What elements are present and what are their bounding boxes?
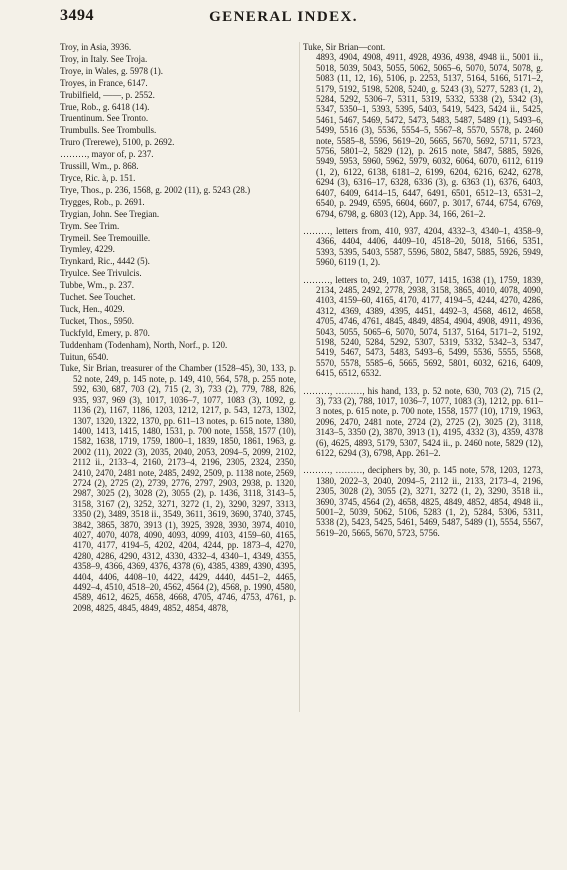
index-entry: Truentinum. See Tronto.: [60, 113, 149, 124]
index-entry: Tuddenham (Todenham), North, Norf., p. 120.: [60, 339, 228, 350]
index-entry: Trynkard, Ric., 4442 (5).: [60, 256, 150, 267]
index-subentry-his-hand: ………, ………, his hand, 133, p. 52 note, 630, 703 (2), 715 (2, 3), 733 (2), 788, 1017, 1036–7, 1077, 1083 (3), 1212, pp. 611–3 notes, p. 615 note, p. 700 note, 1558, 1577 (10), 1719, 1963, 2096, 2470, 2481 note, 2724 (2), 2725 (2), 3025 (2), 3118, 3143–5, 3350 (2), 3870, 3913 (1), 4195, 4332 (3), 4359, 4378 (6), 4625, 4893, 5179, 5307, 5424 ii., p. 2460 note, 5829 (12), 6122, 6294 (3), 6798, App. 261–2.: [303, 385, 543, 459]
index-entry: Tryce, Ric. à, p. 151.: [60, 172, 136, 183]
index-entry: Trye, Thos., p. 236, 1568, g. 2002 (11), g. 5243 (28.): [60, 184, 251, 195]
right-column: [303, 42, 543, 538]
index-subentry-letters-from: ………, letters from, 410, 937, 4204, 4332–3, 4340–1, 4358–9, 4366, 4404, 4406, 4409–10, 4518–20, 5018, 5166, 5351, 5393, 5395, 5403, 5587, 5596, 5802, 5847, 5885, 5926, 5949, 5960, 6119 (1, 2).: [303, 225, 543, 268]
index-entry: Truro (Trerewe), 5100, p. 2692.: [60, 137, 175, 148]
index-entry: Trymley, 4229.: [60, 244, 115, 255]
index-entry: Trussill, Wm., p. 868.: [60, 161, 139, 172]
index-entry: Tuck, Hen., 4029.: [60, 303, 125, 314]
index-entry: ………, mayor of, p. 237.: [60, 149, 154, 160]
index-entry: Tubbe, Wm., p. 237.: [60, 280, 135, 291]
index-entry-continuation: 4893, 4904, 4908, 4911, 4928, 4936, 4938, 4948 ii., 5001 ii., 5018, 5039, 5043, 5055, 5062, 5065–6, 5070, 5074, 5078, g. 5083 (11, 12, 16), 5106, p. 2253, 5137, 5164, 5166, 5171–2, 5179, 5192, 5198, 5208, 5240, g. 5243 (3), 5277, 5283 (1, 2), 5284, 5292, 5306–7, 5311, 5319, 5332, 5338 (2), 5342 (3), 5347, 5350–1, 5393, 5395, 5403, 5419, 5423, 5424 ii., 5425, 5461, 5467, 5469, 5472, 5473, 5483, 5487, 5489 (1), 5493–6, 5499, 5516 (3), 5536, 5554–5, 5567–8, 5570, 5578, p. 2460 note, 5585–8, 5596, 5619–20, 5665, 5670, 5692, 5711, 5723, 5756, 5801–2, 5829 (12), p. 2615 note, 5847, 5885, 5926, 5949, 5953, 5960, 5962, 5979, 6032, 6064, 6070, 6112, 6119 (1, 2), 6122, 6138, 6181–2, 6199, 6204, 6216, 6242, 6278, 6294 (3), 6316–17, 6328, 6336 (3), g. 6363 (1), 6376, 6403, 6407, 6409, 6414–15, 6447, 6491, 6501, 6512–13, 6531–2, 6540, p. 2949, 6595, 6604, 6607, p. 3017, 6744, 6754, 6769, 6794, 6798, g. 6803 (12), App. 34, 166, 261–2.: [316, 52, 543, 219]
index-entry: Trumbulls. See Trombulls.: [60, 125, 157, 136]
index-entry: Trygian, John. See Tregian.: [60, 208, 160, 219]
index-entry: Troy, in Italy. See Troja.: [60, 53, 148, 64]
index-entry: Troye, in Wales, g. 5978 (1).: [60, 65, 164, 76]
index-entry: Trymeil. See Tremouille.: [60, 232, 151, 243]
index-entry: Troyes, in France, 6147.: [60, 77, 148, 88]
left-column: [60, 42, 296, 615]
index-entry: True, Rob., g. 6418 (14).: [60, 101, 150, 112]
index-subentry-letters-to: ………, letters to, 249, 1037, 1077, 1415, 1638 (1), 1759, 1839, 2134, 2485, 2492, 2778, 2938, 3158, 3865, 4010, 4078, 4090, 4103, 4159–60, 4165, 4170, 4177, 4194–5, 4244, 4270, 4286, 4312, 4369, 4389, 4395, 4451, 4492–3, 4568, 4612, 4658, 4705, 4746, 4761, 4845, 4849, 4854, 4904, 4908, 4911, 4936, 5043, 5055, 5065–6, 5070, 5074, 5137, 5164, 5171–2, 5192, 5198, 5240, 5284, 5292, 5307, 5319, 5332, 5342–3, 5347, 5419, 5467, 5473, 5483, 5493–6, 5499, 5536, 5555, 5568, 5570, 5578, 5585–6, 5665, 5692, 5801, 6032, 6216, 6409, 6415, 6512, 6532.: [303, 274, 543, 379]
continued-heading: Tuke, Sir Brian—cont.: [303, 42, 386, 52]
index-entry: Tucket, Thos., 5950.: [60, 315, 135, 326]
index-entry: Tuchet. See Touchet.: [60, 292, 136, 303]
index-subentry-deciphers: ………, ………, deciphers by, 30, p. 145 note, 578, 1203, 1273, 1380, 2022–3, 2040, 2094–5, 2112 ii., 2133, 2173–4, 2196, 2305, 3028 (2), 3055 (2), 3271, 3272 (1, 2), 3290, 3518 ii., 3690, 3745, 4564 (2), 4658, 4825, 4849, 4852, 4854, 4948 ii., 5001–2, 5039, 5062, 5106, 5283 (1, 2), 5284, 5306, 5311, 5338 (2), 5423, 5425, 5461, 5469, 5487, 5489 (1), 5554, 5567, 5619–20, 5665, 5670, 5723, 5756.: [303, 465, 543, 538]
index-entry: Tryulce. See Trivulcis.: [60, 268, 142, 279]
index-entry: Trym. See Trim.: [60, 220, 120, 231]
index-entry: Trygges, Rob., p. 2691.: [60, 196, 145, 207]
index-entry: Tuckfyld, Emery, p. 870.: [60, 327, 150, 338]
index-entry: Troy, in Asia, 3936.: [60, 42, 132, 52]
page-number: 3494: [60, 7, 94, 24]
running-head-title: GENERAL INDEX.: [209, 9, 358, 25]
index-entry-tuke-brian: Tuke, Sir Brian, treasurer of the Chamber (1528–45), 30, 133, p. 52 note, 249, p. 145 note, p. 149, 410, 564, 578, p. 255 note, 592, 630, 687, 703 (2), 715 (2, 3), 733 (2), 779, 788, 826, 935, 937, 969 (3), 1017, 1036–7, 1077, 1083 (3), 1092, g. 1136 (2), 1167, 1186, 1203, 1212, 1217, p. 543, 1273, 1302, 1307, 1320, 1322, 1370, pp. 611–13 notes, p. 615 note, 1380, 1400, 1413, 1415, 1480, 1531, p. 700 note, 1558, 1577 (10), 1582, 1638, 1719, 1759, 1800–1, 1839, 1850, 1861, 1963, g. 2002 (11), 2022 (3), 2035, 2040, 2053, 2094–5, 2099, 2102, 2112 ii., 2133–4, 2160, 2173–4, 2196, 2305, 2324, 2350, 2410, 2470, 2481 note, 2485, 2492, 2509, p. 1138 note, 2569, 2724 (2), 2725 (2), 2739, 2776, 2797, 2903, 2938, p. 1320, 2987, 3025 (2), 3028 (2), 3055 (2), p. 1436, 3118, 3143–5, 3158, 3167 (2), 3252, 3271, 3272 (1, 2), 3290, 3297, 3313, 3350 (2), 3489, 3518 ii., 3549, 3611, 3619, 3690, 3740, 3745, 3842, 3865, 3870, 3913 (1), 3925, 3928, 3930, 3974, 4010, 4027, 4070, 4078, 4090, 4093, 4099, 4103, 4159–60, 4165, 4170, 4177, 4194–5, 4202, 4204, 4244, pp. 1873–4, 4270, 4280, 4286, 4290, 4312, 4330, 4332–4, 4340–1, 4349, 4355, 4358–9, 4366, 4369, 4376, 4378 (6), 4385, 4389, 4390, 4395, 4404, 4406, 4408–10, 4422, 4429, 4440, 4451–2, 4465, 4492–4, 4510, 4518–20, 4562, 4564 (2), 4568, p. 1990, 4580, 4589, 4612, 4625, 4658, 4668, 4705, 4746, 4753, 4761, p. 2098, 4825, 4845, 4849, 4852, 4854, 4878,: [60, 363, 296, 613]
index-entry: Trubilfield, ——, p. 2552.: [60, 89, 155, 100]
index-entry: Tuitun, 6540.: [60, 351, 109, 362]
column-divider: [299, 42, 300, 712]
